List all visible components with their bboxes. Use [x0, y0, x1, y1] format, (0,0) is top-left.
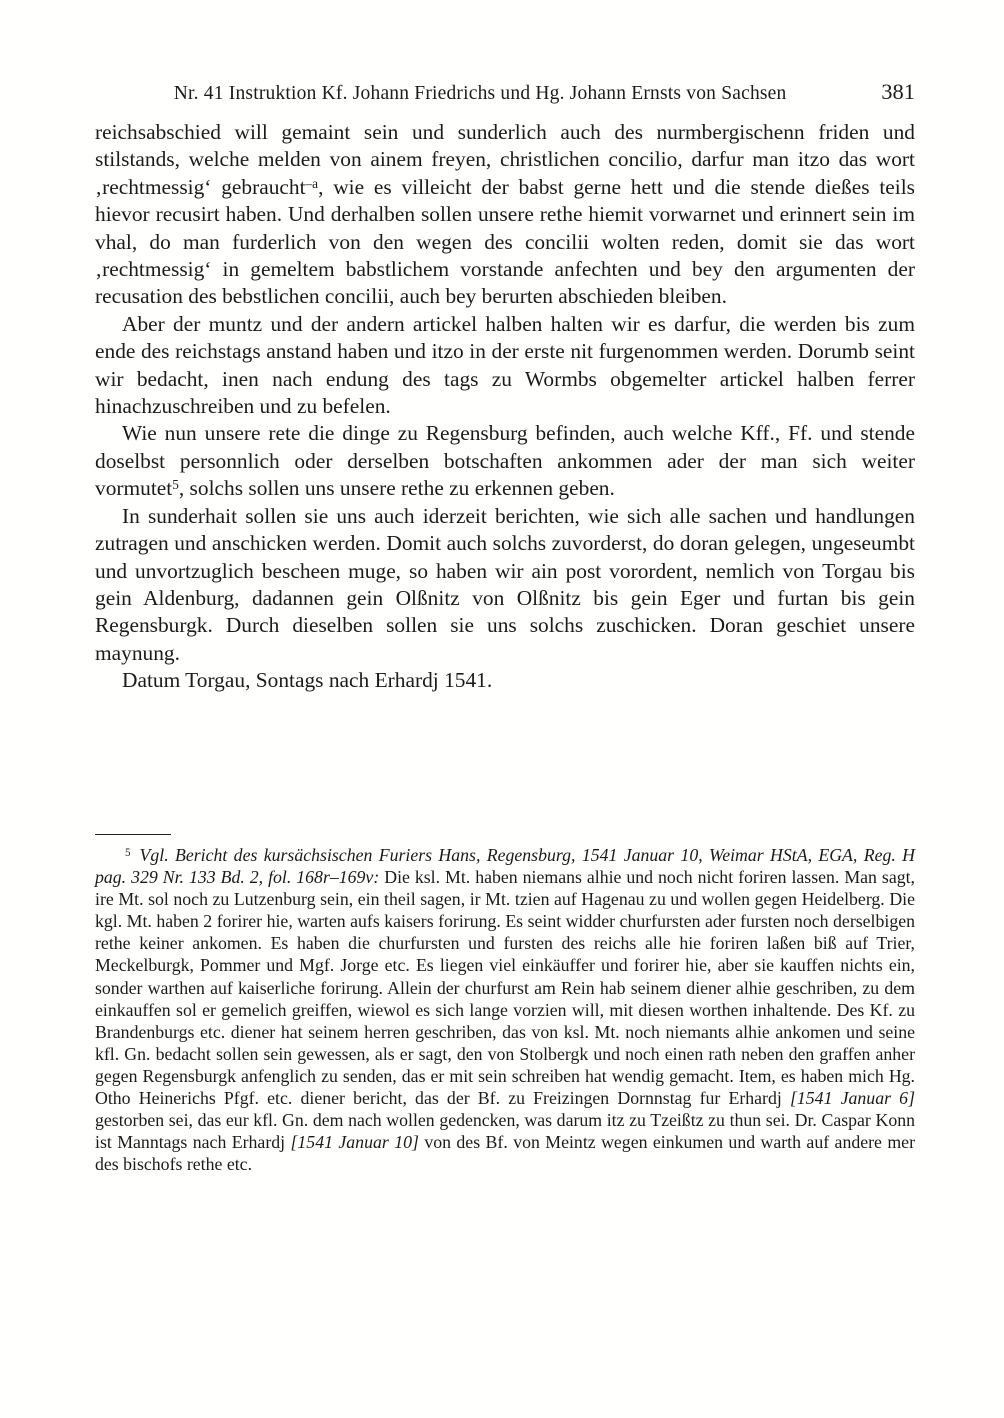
body-paragraph [95, 667, 915, 694]
page-number: 381 [881, 79, 915, 104]
text-run: 5 [172, 477, 179, 493]
text-run: In sunderhait sollen sie uns auch iderzeit berichten, wie sich alle sachen und handlungen zutragen und anschicken werden. Domit auch solchs zuvorderst, do doran gelegen, ungeseumbt und unvortzuglich bescheen muge, so haben wir ain post vorordent, nemlich von Torgau bis gein Aldenburg, dadannen gein Olßnitz von Olßnitz bis gein Eger und furtan bis gein Regensburgk. Durch dieselben sollen sie uns solchs zuschicken. Doran geschiet unsere maynung. [95, 503, 915, 665]
text-run: von des Bf. von Meintz wegen einkumen und warth auf andere mer des bischofs rethe etc. [95, 1132, 915, 1175]
text-run: [1541 Januar 10] [290, 1132, 419, 1153]
text-run: –a [305, 175, 319, 191]
text-run: Vgl. Bericht des kursächsischen Furiers Hans, Regensburg, 1541 Januar 10, Weimar HStA, EGA, Reg. H pag. 329 Nr. 133 Bd. 2, fol. 168r–169v: [95, 845, 915, 888]
body-paragraph [95, 420, 915, 502]
footnote-area [95, 834, 915, 1175]
text-run: , wie es villeicht der babst gerne hett und die stende dießes teils hievor recusirt haben. Und derhalben sollen unsere rethe hiemit vorwarnet und erinnert sein im vhal, do man furderlich von den wegen des concilii wolten reden, domit sie das wort ‚rechtmessig‘ in gemeltem babstlichem vorstande anfechten und bey den argumenten der recusation des bebstlichen concilii, auch bey berurten abschieden bleiben. [95, 174, 915, 309]
text-run: Die ksl. Mt. haben niemans alhie und noch nicht foriren lassen. Man sagt, ire Mt. sol noch zu Lutzenburg sein, ein theil sagen, ir Mt. tzien auf Hagenau zu und wollen gegen Heidelberg. Die kgl. Mt. haben 2 forirer hie, warten aufs kaisers forirung. Es seint widder churfursten ader fursten noch derselbigen rethe keiner ankomen. Es haben die churfursten und fursten des reichs alle hie foriren laßen biß auf Trier, Meckelburgk, Pommer und Mgf. Jorge etc. Es liegen viel einkäuffer und forirer hie, aber sie kauffen nichts ein, sonder warthen auf kaiserliche forirung. Allein der churfurst am Rein hab seinem diener alhie geschriben, zu dem einkauffen sol er gemelich greiffen, wiewol es sich lange vorzien will, mit diesen worthen inhaltende. Des Kf. zu Brandenburgs etc. diener hat seinem herren geschriben, das von ksl. Mt. noch niemants alhie ankomen und seine kfl. Gn. bedacht sollen sein gewessen, als er sagt, den von Stolbergk und noch einen rath neben den graffen anher gegen Regensburgk anfenglich zu senden, das er mit sein schreiben hat wendig gemacht. Item, es haben mich Hg. Otho Heinerichs Pfgf. etc. diener bericht, das der Bf. zu Freizingen Dornnstag fur Erhardj [95, 867, 915, 1109]
body-text [95, 119, 915, 695]
text-run: Aber der muntz und der andern artickel halben halten wir es darfur, die werden bis zum ende des reichstags anstand haben und itzo in der erste nit furgenommen werden. Dorumb seint wir bedacht, inen nach endung des tags zu Wormbs obgemelter artickel halben ferrer hinachzuschreiben und zu befelen. [95, 311, 915, 419]
body-paragraph [95, 503, 915, 667]
text-run: , solchs sollen uns unsere rethe zu erkennen geben. [178, 476, 615, 501]
text-run: [1541 Januar 6] [789, 1088, 915, 1109]
footnote-text [95, 844, 915, 1175]
body-paragraph [95, 119, 915, 311]
text-run: reichsabschied will gemaint sein und sunderlich auch des nurmbergischenn friden und stilstands, welche melden von ainem freyen, christlichen concilio, darfur man itzo das wort ‚rechtmessig‘ gebraucht [95, 120, 915, 199]
text-run: Wie nun unsere rete die dinge zu Regensburg befinden, auch welche Kff., Ff. und stende doselbst personnlich oder derselben botschaften ankommen ader der man sich weiter vormutet [95, 421, 915, 501]
footnote-separator-rule [95, 834, 171, 835]
text-run: 5 [125, 847, 131, 860]
page-header [95, 80, 915, 106]
text-run: gestorben sei, das eur kfl. Gn. dem nach wollen gedencken, was darum itz zu Tzeißtz zu thun sei. Dr. Caspar Konn ist Manntags nach Erhardj [95, 1110, 915, 1153]
body-paragraph [95, 311, 915, 421]
text-run: Datum Torgau, Sontags nach Erhardj 1541. [122, 668, 493, 693]
running-head-title: Nr. 41 Instruktion Kf. Johann Friedrichs und Hg. Johann Ernsts von Sachsen [173, 83, 787, 104]
